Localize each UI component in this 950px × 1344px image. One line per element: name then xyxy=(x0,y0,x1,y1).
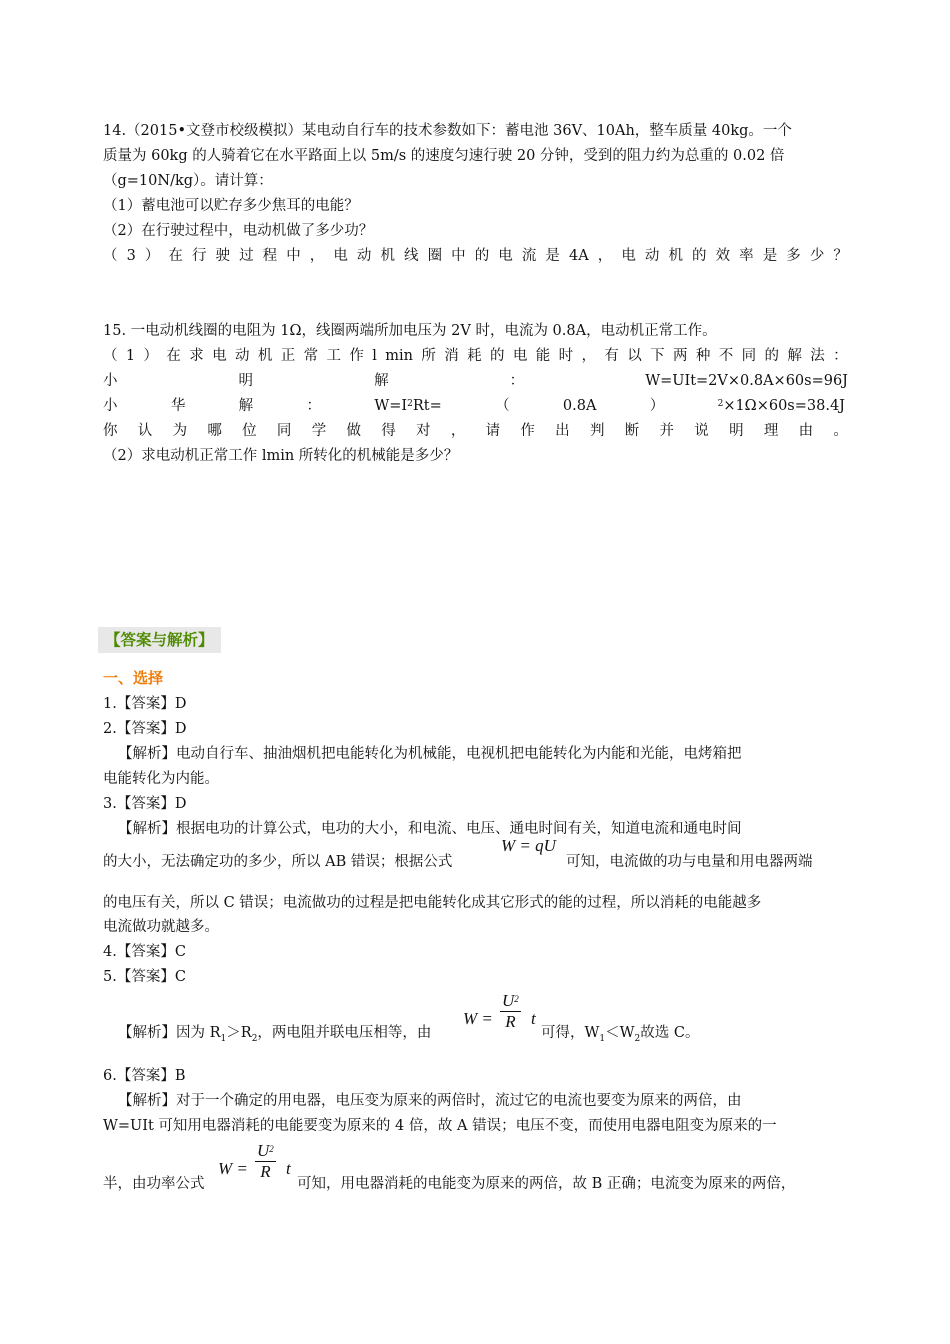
q15-l3-token-4: W=UIt=2V×0.8A×60s=96J xyxy=(645,373,848,389)
q15-line-2 xyxy=(103,346,848,366)
q14-l6-token-11: 动 xyxy=(356,248,372,264)
answer-5-explain-b xyxy=(541,1023,700,1049)
q14-l6-token-1: 3 xyxy=(126,248,136,264)
q15-l5-token-1: 认 xyxy=(137,423,153,439)
q14-line-6 xyxy=(103,246,848,266)
q15-l5-token-17: 说 xyxy=(694,423,709,439)
answer-3-explain-4: 电流做功就越多。 xyxy=(103,919,219,935)
q15-l2-token-22: 有 xyxy=(604,348,619,364)
q15-l2-token-7: 机 xyxy=(257,348,273,364)
q15-l2-token-26: 种 xyxy=(695,348,711,364)
q15-l2-token-29: 的 xyxy=(764,348,779,364)
q14-l6-token-25: 的 xyxy=(692,248,707,264)
f2-den: R xyxy=(260,1162,271,1181)
answer-6-explain-1: 【解析】对于一个确定的用电器，电压变为原来的两倍时，流过它的电流也要变为原来的两倍，由 xyxy=(118,1093,742,1109)
q15-l5-token-14: 判 xyxy=(589,423,605,439)
answer-3: 3.【答案】D xyxy=(103,796,187,812)
q14-l6-token-0: （ xyxy=(103,248,118,264)
f1-num xyxy=(500,991,521,1012)
answer-heading: 【答案与解析】 xyxy=(98,627,221,653)
q15-l2-token-20: 时 xyxy=(558,348,574,364)
q15-line-1: 15. 一电动机线圈的电阻为 1Ω，线圈两端所加电压为 2V 时，电流为 0.8A，电动机正常工作。 xyxy=(103,323,717,339)
q15-l2-token-31: 法 xyxy=(810,348,825,364)
q14-l6-token-26: 效 xyxy=(715,248,731,264)
q15-l4-c: ×1Ω×60s=38.4J xyxy=(723,398,845,414)
answer-2-explain-1: 【解析】电动自行车、抽油烟机把电能转化为机械能，电视机把电能转化为内能和光能，电烤箱把 xyxy=(118,746,742,762)
q15-l2-token-2: ） xyxy=(143,348,158,364)
a5-sub-4: 2 xyxy=(634,1033,641,1044)
q15-l2-token-5: 电 xyxy=(212,348,227,364)
q15-l4-t3: ： xyxy=(306,398,321,414)
q15-l5-token-9: 对 xyxy=(416,423,431,439)
a5-text-d: 可得，W xyxy=(541,1025,600,1041)
answer-6: 6.【答案】B xyxy=(103,1068,186,1084)
q15-l5-token-12: 作 xyxy=(520,423,535,439)
answer-6-explain-2: W=UIt 可知用电器消耗的电能要变为原来的 4 倍，故 A 错误；电压不变，而使用电器电阻变为原来的一 xyxy=(103,1118,777,1134)
answer-3-explain-2a: 的大小，无法确定功的多少，所以 AB 错误；根据公式 xyxy=(103,854,453,870)
q15-l2-token-4: 求 xyxy=(189,348,204,364)
q15-l5-token-5: 同 xyxy=(276,423,292,439)
q15-l2-token-21: ， xyxy=(581,348,596,364)
q14-line-5: （2）在行驶过程中，电动机做了多少功？ xyxy=(103,223,374,239)
q14-l6-token-4: 行 xyxy=(191,248,207,264)
q14-l6-token-12: 机 xyxy=(380,248,395,264)
q15-l4-t0: 小 xyxy=(103,398,118,414)
q15-l2-token-13: min xyxy=(385,348,413,364)
q14-l6-token-24: 机 xyxy=(668,248,683,264)
q15-l5-token-10: ， xyxy=(450,423,466,439)
q14-l6-token-14: 圈 xyxy=(427,248,443,264)
q15-l5-token-21: 。 xyxy=(833,423,848,439)
q15-l2-token-30: 解 xyxy=(787,348,802,364)
q14-l6-token-22: 电 xyxy=(621,248,636,264)
formula-w-u2-r-t-1 xyxy=(463,1009,493,1029)
q15-l4-formula xyxy=(374,396,441,416)
q15-l4-sup: 2 xyxy=(407,399,413,409)
q15-l5-token-18: 明 xyxy=(729,423,744,439)
q15-l5-token-11: 请 xyxy=(485,423,501,439)
q15-l5-token-20: 由 xyxy=(798,423,814,439)
q15-line-5 xyxy=(103,421,848,441)
q14-line-2: 质量为 60kg 的人骑着它在水平路面上以 5m/s 的速度匀速行驶 20 分钟，受到的阻力约为总重的 0.02 倍 xyxy=(103,148,785,164)
q15-l2-token-24: 下 xyxy=(650,348,665,364)
a5-sub-1: 1 xyxy=(220,1033,227,1044)
formula-w-qu: W = qU xyxy=(501,836,556,855)
q15-l2-token-17: 的 xyxy=(489,348,505,364)
answer-5: 5.【答案】C xyxy=(103,969,186,985)
f2-sup: 2 xyxy=(269,1144,274,1154)
q15-l4-sup2: 2 xyxy=(717,399,724,409)
q15-l5-token-8: 得 xyxy=(381,423,396,439)
q14-l6-token-16: 的 xyxy=(474,248,490,264)
q15-l4-t1: 华 xyxy=(170,398,186,414)
q15-l2-token-28: 同 xyxy=(741,348,757,364)
answer-3-explain-2b: 可知，电流做的功与电量和用电器两端 xyxy=(566,854,813,870)
q15-l2-token-19: 能 xyxy=(535,348,551,364)
answer-3-explain-3: 的电压有关，所以 C 错误；电流做功的过程是把电能转化成其它形式的能的过程，所以消耗的电能越多 xyxy=(103,895,762,911)
q14-l6-token-3: 在 xyxy=(168,248,183,264)
q15-l5-token-19: 理 xyxy=(763,423,779,439)
q15-l5-token-6: 学 xyxy=(311,423,327,439)
f2-lhs: W = xyxy=(218,1159,248,1178)
a5-text-a: 【解析】因为 R xyxy=(118,1025,221,1041)
q14-l6-token-17: 电 xyxy=(498,248,513,264)
q15-l3-token-2: 解 xyxy=(374,373,389,389)
q14-l6-token-9: ， xyxy=(309,248,325,264)
f1-den: R xyxy=(505,1012,516,1031)
q14-l6-token-18: 流 xyxy=(521,248,537,264)
q15-l5-token-3: 哪 xyxy=(207,423,222,439)
q15-l5-token-2: 为 xyxy=(172,423,188,439)
q14-l6-token-2: ） xyxy=(144,248,160,264)
q15-l2-token-15: 消 xyxy=(444,348,459,364)
q15-l5-token-16: 并 xyxy=(659,423,674,439)
q15-l2-token-32: ： xyxy=(833,348,848,364)
q15-l2-token-8: 正 xyxy=(280,348,296,364)
q15-l4-rt: Rt= xyxy=(412,398,442,414)
a5-text-b: ＞R xyxy=(226,1025,252,1041)
answer-6-explain-3a: 半，由功率公式 xyxy=(103,1176,205,1192)
q15-l2-token-9: 常 xyxy=(303,348,319,364)
f1-u: U xyxy=(502,991,515,1010)
f1-t: t xyxy=(531,1009,536,1028)
q15-l3-token-1: 明 xyxy=(238,373,254,389)
q15-l2-token-3: 在 xyxy=(166,348,181,364)
q14-line-3: （g=10N/kg）。请计算： xyxy=(103,173,273,189)
q15-l4-t6: （ xyxy=(495,398,510,414)
answer-1: 1.【答案】D xyxy=(103,696,187,712)
section-title: 一、选择 xyxy=(103,669,164,687)
q15-l2-token-25: 两 xyxy=(672,348,688,364)
q15-l2-token-0: （ xyxy=(103,348,118,364)
q15-l4-t7: 0.8A xyxy=(562,398,597,414)
q14-l6-token-6: 过 xyxy=(239,248,254,264)
answer-2: 2.【答案】D xyxy=(103,721,187,737)
q15-l3-token-3: ： xyxy=(509,373,525,389)
a5-sub-3: 1 xyxy=(599,1033,606,1044)
answer-3-explain-1: 【解析】根据电功的计算公式，电功的大小，和电流、电压、通电时间有关，知道电流和通电时间 xyxy=(118,821,742,837)
q14-l6-token-10: 电 xyxy=(333,248,348,264)
q14-l6-token-31: ？ xyxy=(833,248,848,264)
answer-6-explain-3b: 可知，用电器消耗的电能变为原来的两倍，故 B 正确；电流变为原来的两倍， xyxy=(297,1176,796,1192)
q14-l6-token-30: 少 xyxy=(809,248,825,264)
q14-line-4: （1）蓄电池可以贮存多少焦耳的电能？ xyxy=(103,198,359,214)
q14-line-1: 14.（2015•文登市校级模拟）某电动自行车的技术参数如下：蓄电池 36V、10Ah，整车质量 40kg。一个 xyxy=(103,123,792,139)
answer-2-explain-2: 电能转化为内能。 xyxy=(103,771,219,787)
q15-l4-tail xyxy=(718,396,845,416)
q15-l2-token-23: 以 xyxy=(627,348,642,364)
q14-l6-token-27: 率 xyxy=(739,248,754,264)
formula-fraction-1 xyxy=(500,991,521,1032)
q15-l2-token-18: 电 xyxy=(512,348,528,364)
q14-l6-token-29: 多 xyxy=(786,248,801,264)
q14-l6-token-8: 中 xyxy=(286,248,301,264)
q14-l6-token-13: 线 xyxy=(404,248,419,264)
q14-l6-token-7: 程 xyxy=(262,248,278,264)
formula-fraction-2 xyxy=(255,1141,276,1182)
q15-l2-token-12: l xyxy=(372,348,377,364)
q15-l3-token-0: 小 xyxy=(103,373,118,389)
a5-sub-2: 2 xyxy=(251,1033,258,1044)
q15-l2-token-16: 耗 xyxy=(467,348,482,364)
f2-t: t xyxy=(286,1159,291,1178)
q15-l2-token-14: 所 xyxy=(421,348,436,364)
q15-line-6: （2）求电动机正常工作 lmin 所转化的机械能是多少？ xyxy=(103,448,459,464)
answer-4: 4.【答案】C xyxy=(103,944,186,960)
f1-sup: 2 xyxy=(514,994,519,1004)
q14-l6-token-23: 动 xyxy=(644,248,660,264)
q15-l2-token-1: 1 xyxy=(125,348,136,364)
f1-lhs: W = xyxy=(463,1009,493,1028)
q15-l5-token-15: 断 xyxy=(624,423,640,439)
f2-u: U xyxy=(257,1141,270,1160)
a5-text-e: ＜W xyxy=(605,1025,635,1041)
q15-l5-token-4: 位 xyxy=(242,423,257,439)
q15-l2-token-27: 不 xyxy=(718,348,734,364)
q15-line-3 xyxy=(103,371,848,391)
q15-l2-token-10: 工 xyxy=(326,348,341,364)
answer-5-explain xyxy=(118,1023,431,1049)
q15-line-4 xyxy=(103,396,845,416)
f2-num xyxy=(255,1141,276,1162)
q15-l5-token-13: 出 xyxy=(555,423,570,439)
q15-l4-w: W=I xyxy=(374,398,408,414)
a5-text-c: ，两电阻并联电压相等，由 xyxy=(257,1025,432,1041)
formula-w-u2-r-t-2 xyxy=(218,1159,248,1179)
q15-l5-token-7: 做 xyxy=(346,423,361,439)
q15-l4-t2: 解 xyxy=(238,398,254,414)
q15-l4-t8: ） xyxy=(649,398,665,414)
q14-l6-token-21: ， xyxy=(597,248,613,264)
q14-l6-token-19: 是 xyxy=(545,248,560,264)
q14-l6-token-20: 4A xyxy=(568,248,589,264)
a5-text-f: 故选 C。 xyxy=(640,1025,700,1041)
q15-l2-token-11: 作 xyxy=(349,348,364,364)
q14-l6-token-15: 中 xyxy=(451,248,466,264)
q15-l5-token-0: 你 xyxy=(103,423,118,439)
q14-l6-token-28: 是 xyxy=(762,248,778,264)
q15-l2-token-6: 动 xyxy=(234,348,250,364)
q14-l6-token-5: 驶 xyxy=(215,248,231,264)
